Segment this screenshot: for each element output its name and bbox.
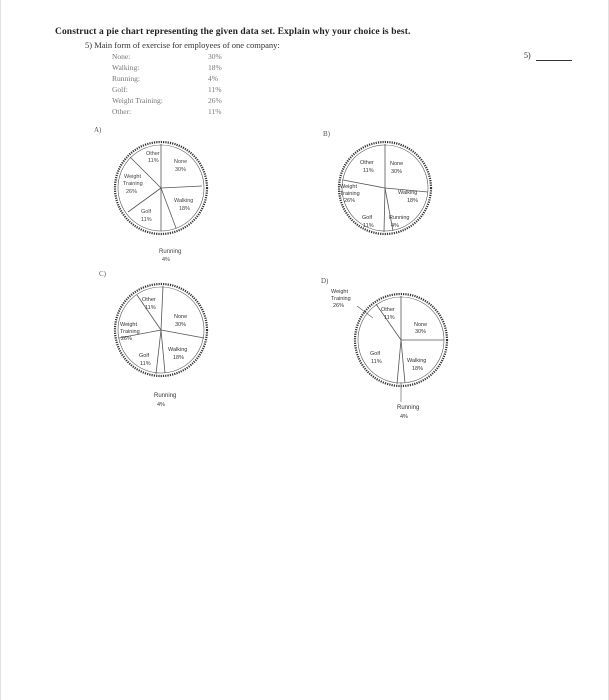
slice-pct-running: 4%	[391, 223, 399, 229]
slice-label-other: Other	[381, 307, 395, 313]
slice-label-walking: Walking	[168, 347, 188, 353]
slice-pct-running: 4%	[162, 257, 170, 263]
slice-label-walking: Walking	[407, 358, 427, 364]
slice-label-other: Other	[146, 151, 160, 157]
pie-chart-a	[101, 130, 231, 265]
slice-pct-walking: 18%	[179, 206, 191, 212]
option-d-label[interactable]: D)	[321, 277, 329, 285]
slice-pct-golf: 11%	[140, 361, 151, 367]
table-value: 18%	[208, 63, 222, 72]
slice-label-other: Other	[142, 297, 156, 303]
slice-label-walking: Walking	[174, 198, 194, 204]
table-label: Other:	[112, 107, 132, 116]
slice-label-weight: Weight	[331, 289, 349, 295]
slice-pct-golf: 11%	[363, 223, 374, 229]
question-subtitle: 5) Main form of exercise for employees of one company:	[85, 40, 280, 50]
slice-label-golf: Golf	[370, 351, 381, 357]
slice-pct-other: 11%	[384, 315, 395, 321]
slice-label-golf: Golf	[141, 209, 152, 215]
table-row	[112, 73, 238, 84]
slice-label-training: Training	[120, 329, 140, 335]
slice-label-weight: Weight	[120, 322, 138, 328]
slice-label-golf: Golf	[362, 215, 373, 221]
slice-label-walking: Walking	[398, 190, 418, 196]
option-c-label[interactable]: C)	[99, 270, 106, 278]
slice-pct-none: 30%	[175, 167, 187, 173]
slice-pct-running: 4%	[157, 402, 165, 408]
table-label: Weight Training:	[112, 96, 163, 105]
slice-label-golf: Golf	[139, 353, 150, 359]
slice-label-none: None	[174, 159, 188, 165]
slice-pct-walking: 18%	[407, 198, 419, 204]
table-value: 26%	[208, 96, 222, 105]
table-label: Golf:	[112, 85, 128, 94]
answer-line[interactable]	[536, 60, 572, 61]
table-label: None:	[112, 52, 131, 61]
pie-chart-b	[327, 140, 447, 245]
table-row	[112, 51, 238, 62]
slice-label-training: Training	[340, 191, 360, 197]
table-label: Running:	[112, 74, 140, 83]
slice-pct-weight: 26%	[126, 189, 138, 195]
slice-pct-weight: 26%	[344, 198, 356, 204]
slice-label-training: Training	[331, 296, 351, 302]
table-row	[112, 84, 238, 95]
slice-label-other: Other	[360, 160, 374, 166]
slice-pct-none: 30%	[415, 329, 427, 335]
slice-pct-golf: 11%	[371, 359, 382, 365]
slice-pct-none: 30%	[175, 322, 187, 328]
table-row	[112, 106, 238, 117]
option-b-label[interactable]: B)	[323, 130, 330, 138]
question-title: Construct a pie chart representing the given data set. Explain why your choice is best.	[55, 27, 411, 37]
slice-pct-other: 11%	[363, 168, 374, 174]
slice-pct-other: 11%	[148, 158, 159, 164]
slice-pct-weight: 26%	[121, 336, 133, 342]
slice-label-weight: Weight	[124, 174, 142, 180]
table-value: 4%	[208, 74, 218, 83]
slice-pct-none: 30%	[391, 169, 403, 175]
table-value: 11%	[208, 107, 222, 116]
option-a-label[interactable]: A)	[94, 126, 102, 134]
slice-pct-weight: 26%	[333, 303, 345, 309]
slice-label-none: None	[414, 322, 428, 328]
slice-pct-other: 11%	[145, 305, 156, 311]
slice-label-running: Running	[154, 393, 177, 399]
slice-pct-walking: 18%	[173, 355, 185, 361]
slice-label-running: Running	[389, 215, 410, 221]
table-value: 30%	[208, 52, 222, 61]
question-number: 5)	[524, 51, 531, 60]
table-row	[112, 62, 238, 73]
slice-pct-running: 4%	[400, 414, 408, 420]
slice-pct-golf: 11%	[141, 217, 152, 223]
table-label: Walking:	[112, 63, 140, 72]
table-value: 11%	[208, 85, 222, 94]
table-row	[112, 95, 238, 106]
slice-pct-walking: 18%	[412, 366, 424, 372]
slice-label-weight: Weight	[340, 184, 358, 190]
slice-label-none: None	[390, 161, 404, 167]
data-table	[112, 51, 238, 117]
pie-chart-d	[329, 282, 459, 427]
slice-label-none: None	[174, 314, 188, 320]
slice-label-running: Running	[159, 249, 182, 255]
pie-chart-c	[105, 278, 235, 413]
slice-label-running: Running	[397, 405, 420, 411]
slice-label-training: Training	[123, 181, 143, 187]
